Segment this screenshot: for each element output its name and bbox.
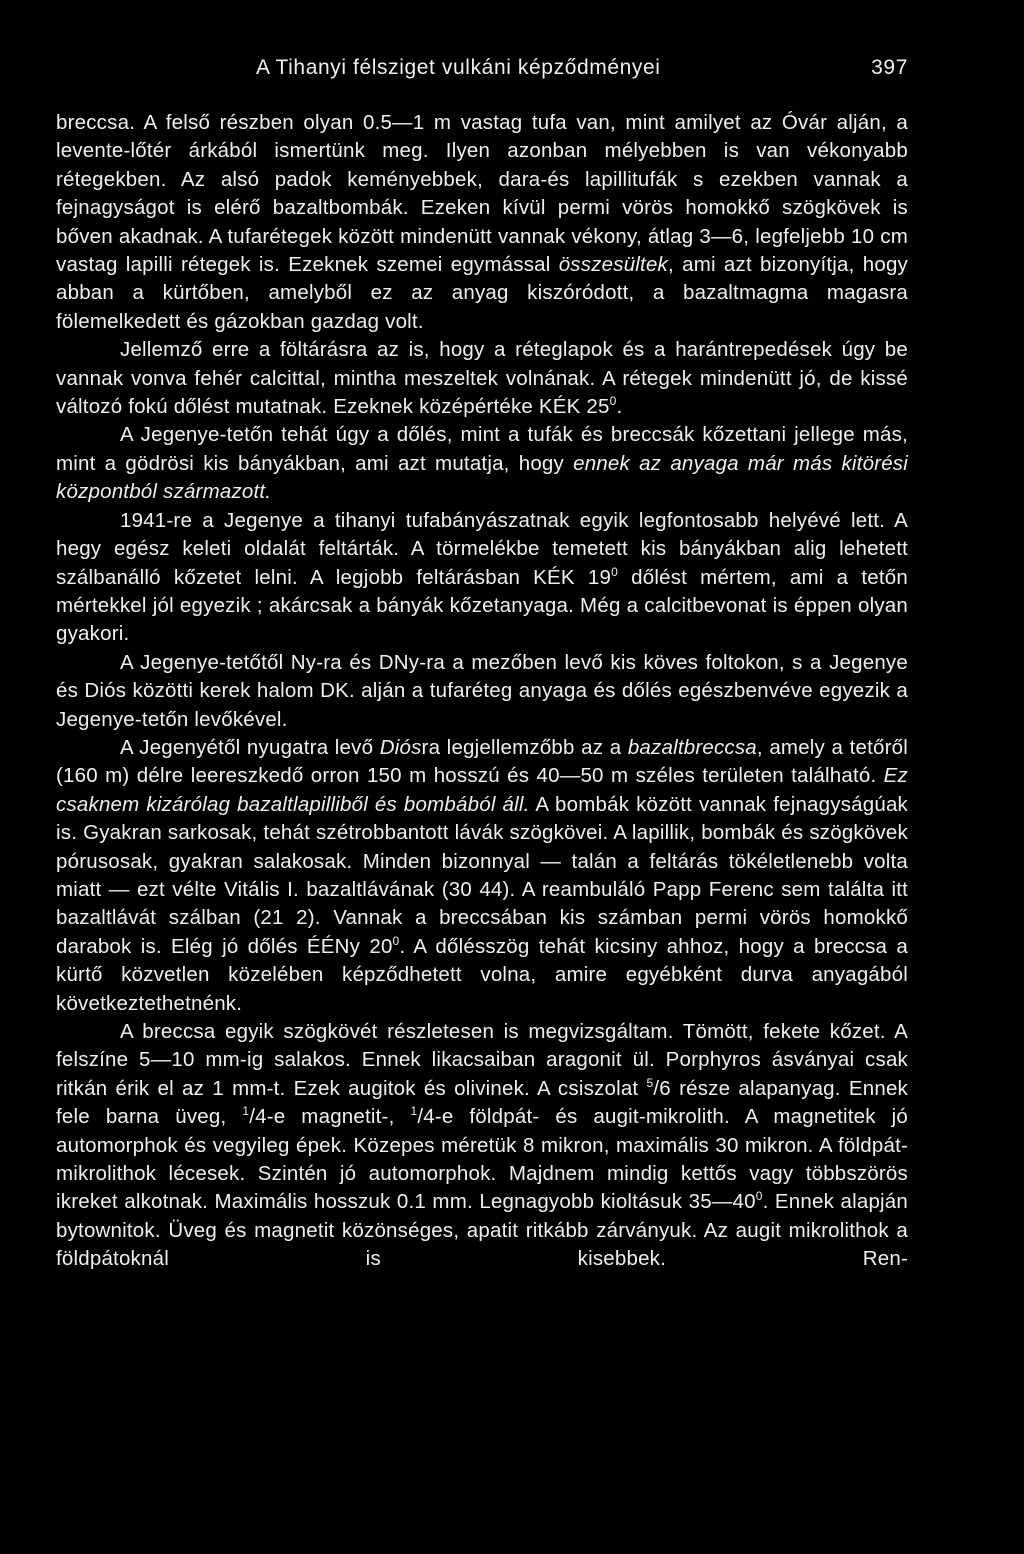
superscript: 0 (755, 1189, 763, 1204)
paragraph (56, 421, 908, 506)
superscript: 0 (609, 394, 617, 409)
text-run: breccsa. A felső részben olyan 0.5—1 m vastag tufa van, mint amilyet az Óvár alján, a levente-lőtér árkából ismertünk meg. Ilyen azonban mélyebben is van vékonyabb rétegekben. Az alsó padok keményebbek, dara-és lapillitufák s ezekben vannak a fejnagyságot is elérő bazaltbombák. Ezeken kívül permi vörös homokkő szögkövek is bőven akadnak. A tufarétegek között mindenütt vannak vékony, átlag 3—6, legfeljebb 10 cm vastag lapilli rétegek is. Ezeknek szemei egymással (56, 111, 908, 277)
text-run: , ami azt bizonyítja, hogy abban a kürtőben, amelyből ez az anyag kiszóródott, a bazaltmagma magasra fölemelkedett és gázokban gazdag volt. (56, 253, 908, 333)
superscript: 1 (410, 1104, 418, 1119)
italic-text: ennek az anyaga már más kitörési központból származott. (56, 451, 908, 504)
text-run: 1941-re a Jegenye a tihanyi tufabányászatnak egyik legfontosabb helyévé lett. A hegy egész keleti oldalát feltárták. A törmelékbe temetett kis bányákban alig lehetett szálbanálló kőzetet lelni. A legjobb feltárásban KÉK 19 (56, 508, 908, 589)
text-run: /4-e magnetit-, (249, 1105, 411, 1129)
text-run: . A dőlésszög tehát kicsiny ahhoz, hogy a breccsa a kürtő közvetlen közelében képződhetett volna, amire egyébként durva anyagából következtethetnénk. (56, 934, 908, 1015)
superscript: 0 (611, 564, 619, 579)
page (56, 56, 908, 1274)
text-run: /4-e földpát- és augit-mikrolith. A magnetitek jó automorphok és vegyileg épek. Közepes méretük 8 mikron, maximális 30 mikron. A földpát-mikrolithok lécesek. Szintén jó automorphok. Majdnem mindig kettős vagy többszörös ikreket alkotnak. Maximális hosszuk 0.1 mm. Legnagyobb kioltásuk 35—40 (56, 1105, 908, 1214)
italic-text: összesültek (558, 253, 669, 277)
running-title: A Tihanyi félsziget vulkáni képződményei (256, 56, 661, 79)
text-run: /6 része alapanyag. Ennek fele barna üveg, (56, 1076, 908, 1129)
paragraph (56, 336, 908, 421)
body-text (56, 109, 908, 1274)
text-run: A Jegenye-tetőtől Ny-ra és DNy-ra a mezőben levő kis köves foltokon, s a Jegenye és Diós közötti kerek halom DK. alján a tufaréteg anyaga és dőlés egészbenvéve egyezik a Jegenye-tetőn levőkével. (56, 650, 908, 731)
running-header (56, 56, 908, 90)
paragraph (56, 1018, 908, 1274)
text-run: A breccsa egyik szögkövét részletesen is megvizsgáltam. Tömött, fekete kőzet. A felszíne 5—10 mm-ig salakos. Ennek likacsaiban aragonit ül. Porphyros ásványai csak ritkán érik el az 1 mm-t. Ezek augitok és olivinek. A csiszolat (56, 1020, 908, 1100)
paragraph (56, 109, 908, 336)
text-run: A Jegenyétől nyugatra levő (120, 735, 380, 759)
text-run: Jellemző erre a föltárásra az is, hogy a réteglapok és a harántrepedések úgy be vannak vonva fehér calcittal, mintha meszeltek volnának. A rétegek mindenütt jó, de kissé változó fokú dőlést mutatnak. Ezeknek középértéke KÉK 25 (56, 338, 908, 419)
text-run: ra legjellemzőbb az a (421, 735, 628, 759)
superscript: 1 (242, 1104, 250, 1119)
superscript: 0 (392, 933, 400, 948)
paragraph (56, 734, 908, 1018)
text-run: dőlést mértem, ami a tetőn mértekkel jól egyezik ; akárcsak a bányák kőzetanyaga. Még a calcitbevonat is éppen olyan gyakori. (56, 565, 908, 646)
superscript: 5 (646, 1075, 654, 1090)
text-run: , amely a tetőről (160 m) délre leereszkedő orron 150 m hosszú és 40—50 m széles területen található. (56, 735, 909, 788)
italic-text: bazaltbreccsa (627, 735, 757, 759)
text-run: A Jegenye-tetőn tehát úgy a dőlés, mint a tufák és breccsák kőzettani jellege más, mint a gödrösi kis bányákban, ami azt mutatja, hogy (56, 423, 908, 475)
page-number: 397 (871, 56, 908, 79)
italic-text: Diós (379, 735, 422, 759)
paragraph (56, 507, 908, 649)
text-run: A bombák között vannak fejnagyságúak is. Gyakran sarkosak, tehát szétrobbantott lávák szögkövei. A lapillik, bombák és szögkövek pórusosak, gyakran salakosak. Minden bizonnyal — talán a feltárás tökéletlenebb volta miatt — ezt vélte Vitális I. bazaltlávának (30 44). A reambuláló Papp Ferenc sem találta itt bazaltlávát szálban (21 2). Vannak a breccsában kis számban permi vörös homokkő darabok is. Elég jó dőlés ÉÉNy 20 (56, 792, 909, 958)
italic-text: Ez csaknem kizárólag bazaltlapilliből és bombából áll. (56, 764, 908, 816)
paragraph (56, 649, 908, 734)
text-run: . (616, 395, 623, 419)
text-run: . Ennek alapján bytownitok. Üveg és magnetit közönséges, apatit ritkább zárványuk. Az augit mikrolithok a földpátoknál is kisebbek. Ren- (56, 1190, 909, 1271)
